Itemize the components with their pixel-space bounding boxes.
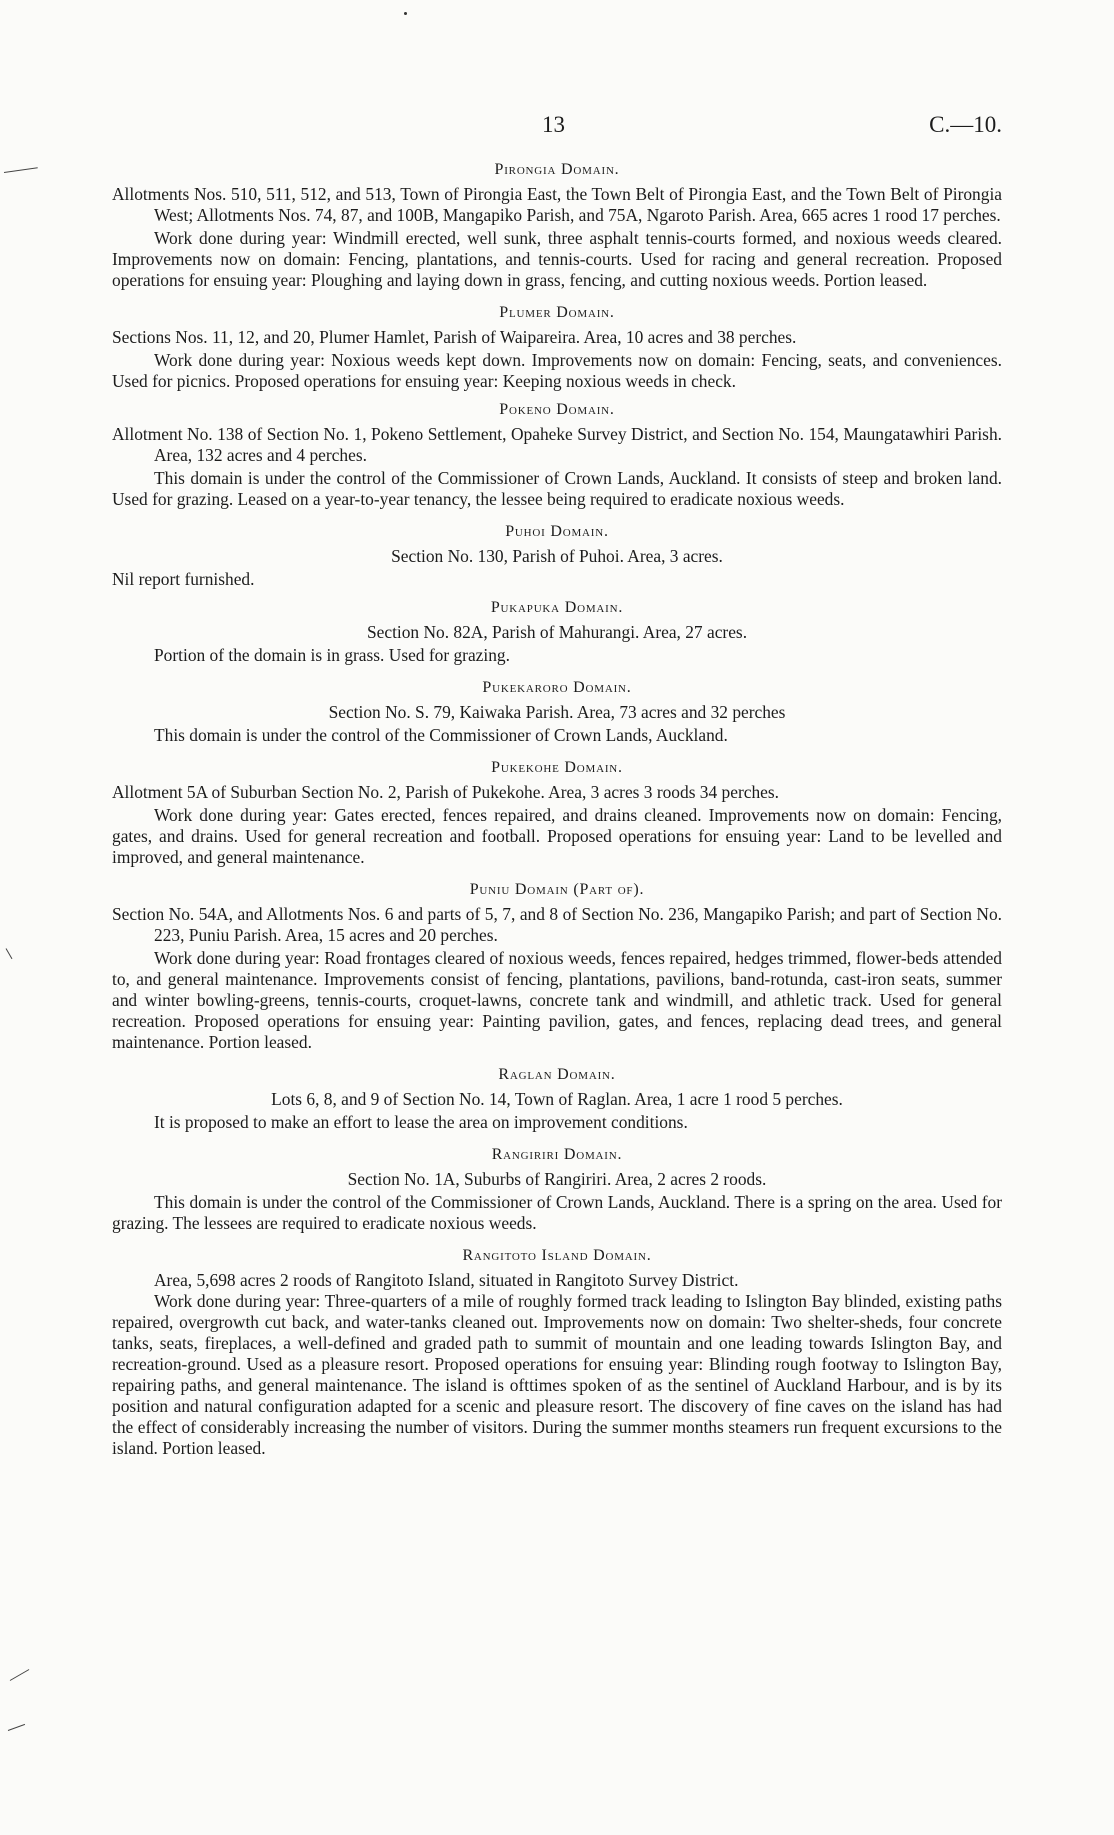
allotment-description: Section No. 130, Parish of Puhoi. Area, 3 acres. — [391, 546, 723, 566]
allotment-description: Sections Nos. 11, 12, and 20, Plumer Hamlet, Parish of Waipareira. Area, 10 acres and 38 perches. — [112, 327, 797, 347]
section-title: Puniu Domain (Part of). — [469, 881, 645, 898]
section-paragraph: Work done during year: Road frontages cleared of noxious weeds, fences repaired, hedges trimmed, flower-beds attended to, and general maintenance. Improvements consist of fencing, plantations, pavilions, band-rotunda, cast-iron seats, summer and winter bowling-greens, tennis-courts, croquet-lawns, concrete tank and windmill, and athletic track. Used for general recreation. Proposed operations for ensuing year: Painting pavilion, gates, and fences, replacing dead trees, and general maintenance. Portion leased. — [112, 948, 1002, 1052]
section-paragraph: Portion of the domain is in grass. Used for grazing. — [154, 645, 510, 665]
section-title: Puhoi Domain. — [505, 523, 609, 540]
section-title: Raglan Domain. — [498, 1066, 616, 1083]
allotment-description: Section No. 82A, Parish of Mahurangi. Area, 27 acres. — [366, 622, 748, 642]
margin-mark — [10, 1669, 30, 1681]
section-paragraph: It is proposed to make an effort to lease the area on improvement conditions. — [154, 1112, 688, 1132]
domain-section — [112, 1145, 1002, 1234]
domain-section — [112, 160, 1002, 291]
allotment-description: Section No. 54A, and Allotments Nos. 6 and parts of 5, 7, and 8 of Section No. 236, Mangapiko Parish; and part of Section No. 223, Puniu Parish. Area, 15 acres and 20 perches. — [112, 904, 1002, 945]
margin-mark — [6, 948, 13, 959]
report-reference: C.—10. — [929, 112, 1002, 137]
margin-mark — [8, 1724, 25, 1731]
allotment-description: Section No. S. 79, Kaiwaka Parish. Area, 73 acres and 32 perches — [328, 702, 786, 722]
domain-section — [112, 598, 1002, 666]
allotment-description: Allotment 5A of Suburban Section No. 2, Parish of Pukekohe. Area, 3 acres 3 roods 34 perches. — [112, 782, 779, 802]
domain-section — [112, 522, 1002, 590]
section-paragraph: This domain is under the control of the Commissioner of Crown Lands, Auckland. — [154, 725, 728, 745]
section-title: Pukekaroro Domain. — [482, 679, 632, 696]
allotment-description: Lots 6, 8, and 9 of Section No. 14, Town of Raglan. Area, 1 acre 1 rood 5 perches. — [271, 1089, 843, 1109]
domain-section — [112, 1246, 1002, 1459]
domain-section — [112, 678, 1002, 746]
domain-section — [112, 303, 1002, 392]
section-paragraph: Work done during year: Windmill erected, well sunk, three asphalt tennis-courts formed, and noxious weeds cleared. Improvements now on domain: Fencing, plantations, and tennis-courts. Used for racing and general recreation. Proposed operations for ensuing year: Ploughing and laying down in grass, fencing, and cutting noxious weeds. Portion leased. — [112, 228, 1002, 290]
domain-section — [112, 880, 1002, 1053]
section-title: Plumer Domain. — [499, 304, 615, 321]
margin-mark — [4, 167, 38, 173]
section-title: Pokeno Domain. — [499, 401, 615, 418]
domain-section — [112, 758, 1002, 868]
page-header — [112, 112, 1002, 144]
allotment-description: Allotments Nos. 510, 511, 512, and 513, Town of Pirongia East, the Town Belt of Pirongia East, and the Town Belt of Pirongia West; Allotments Nos. 74, 87, and 100B, Mangapiko Parish, and 75A, Ngaroto Parish. Area, 665 acres 1 rood 17 perches. — [112, 184, 1002, 225]
ink-dot — [404, 12, 407, 15]
section-paragraph: Work done during year: Three-quarters of a mile of roughly formed track leading to Islington Bay blinded, existing paths repaired, overgrowth cut back, and water-tanks cleaned out. Improvements now on domain: Two shelter-sheds, four concrete tanks, seats, fireplaces, a well-defined and graded path to summit of mountain and one leading towards Islington Bay, and recreation-ground. Used as a pleasure resort. Proposed operations for ensuing year: Blinding rough footway to Islington Bay, repairing paths, and general maintenance. The island is ofttimes spoken of as the sentinel of Auckland Harbour, and is by its position and natural configuration adapted for a scenic and pleasure resort. The discovery of fine caves on the island has had the effect of considerably increasing the number of visitors. During the summer months steamers run frequent excursions to the island. Portion leased. — [112, 1291, 1002, 1458]
section-title: Pukapuka Domain. — [490, 599, 624, 616]
section-title: Rangitoto Island Domain. — [462, 1247, 652, 1264]
allotment-description: Area, 5,698 acres 2 roods of Rangitoto Island, situated in Rangitoto Survey District. — [154, 1270, 739, 1290]
section-title: Rangiriri Domain. — [491, 1146, 623, 1163]
section-paragraph: This domain is under the control of the Commissioner of Crown Lands, Auckland. There is a spring on the area. Used for grazing. The lessees are required to eradicate noxious weeds. — [112, 1192, 1002, 1233]
allotment-description: Allotment No. 138 of Section No. 1, Pokeno Settlement, Opaheke Survey District, and Section No. 154, Maungatawhiri Parish. Area, 132 acres and 4 perches. — [112, 424, 1002, 465]
section-paragraph: Nil report furnished. — [112, 569, 255, 589]
section-title: Pukekohe Domain. — [491, 759, 623, 776]
domain-section — [112, 400, 1002, 510]
allotment-description: Section No. 1A, Suburbs of Rangiriri. Area, 2 acres 2 roods. — [347, 1169, 767, 1189]
document-body — [112, 160, 1002, 1459]
section-title: Pirongia Domain. — [494, 161, 620, 178]
domain-section — [112, 1065, 1002, 1133]
section-paragraph: This domain is under the control of the Commissioner of Crown Lands, Auckland. It consists of steep and broken land. Used for grazing. Leased on a year-to-year tenancy, the lessee being required to eradicate noxious weeds. — [112, 468, 1002, 509]
section-paragraph: Work done during year: Gates erected, fences repaired, and drains cleaned. Improvements now on domain: Fencing, gates, and drains. Used for general recreation and football. Proposed operations for ensuing year: Land to be levelled and improved, and general maintenance. — [112, 805, 1002, 867]
page-number: 13 — [542, 112, 565, 137]
section-paragraph: Work done during year: Noxious weeds kept down. Improvements now on domain: Fencing, seats, and conveniences. Used for picnics. Proposed operations for ensuing year: Keeping noxious weeds in check. — [112, 350, 1002, 391]
